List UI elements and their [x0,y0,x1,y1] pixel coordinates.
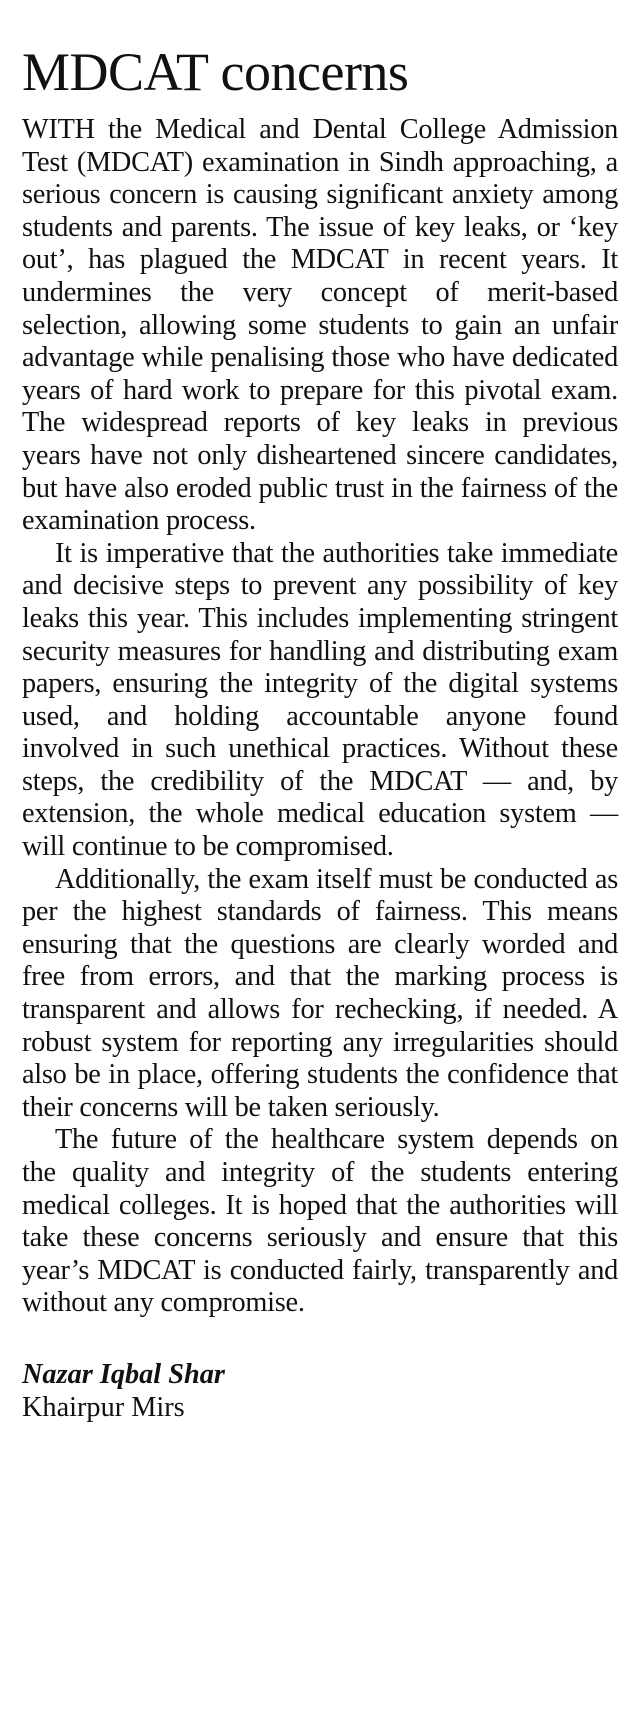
letter-to-editor [22,0,618,1424]
paragraph-3: Additionally, the exam itself must be conducted as per the highest standards of fairness. This means ensuring that the questions are clearly worded and free from errors, and that the marking process is transparent and allows for rechecking, if needed. A robust system for reporting any irregularities should also be in place, offering students the confidence that their concerns will be taken seriously. [22,863,618,1123]
paragraph-2: It is imperative that the authorities take immediate and decisive steps to prevent any possibility of key leaks this year. This includes implementing stringent security measures for handling and distributing exam papers, ensuring the integrity of the digital systems used, and holding accountable anyone found involved in such unethical practices. Without these steps, the credibility of the MDCAT — and, by extension, the whole medical education system — will continue to be compromised. [22,537,618,863]
letter-headline: MDCAT concerns [22,42,409,102]
paragraph-1: WITH the Medical and Dental College Admission Test (MDCAT) examination in Sindh approaching, a serious concern is causing significant anxiety among students and parents. The issue of key leaks, or ‘key out’, has plagued the MDCAT in recent years. It undermines the very concept of merit-based selection, allowing some students to gain an unfair advantage while penalising those who have dedicated years of hard work to prepare for this pivotal exam. The widespread reports of key leaks in previous years have not only disheartened sincere candidates, but have also eroded public trust in the fairness of the examination process. [22,114,618,537]
paragraph-4: The future of the healthcare system depends on the quality and integrity of the students entering medical colleges. It is hoped that the authorities will take these concerns seriously and ensure that this year’s MDCAT is conducted fairly, transparently and without any compromise. [22,1124,618,1319]
author-name: Nazar Iqbal Shar [22,1358,225,1390]
author-location: Khairpur Mirs [22,1391,185,1423]
letter-signoff [22,1359,618,1424]
letter-body [22,114,618,1320]
